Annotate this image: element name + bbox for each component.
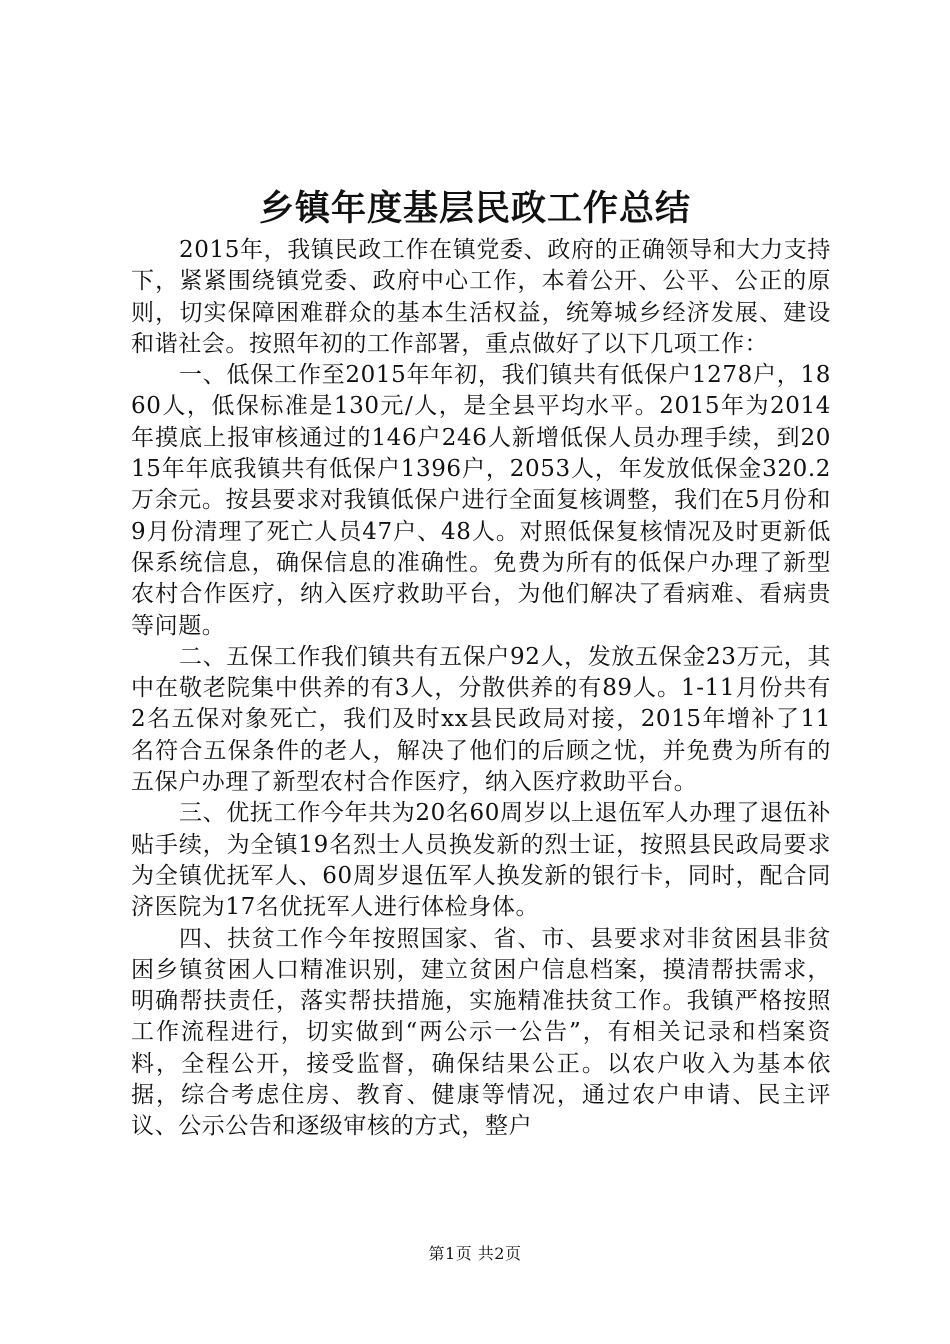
section-veterans-paragraph: 三、优抚工作今年共为20名60周岁以上退伍军人办理了退伍补贴手续，为全镇19名烈士人员换发新的烈士证，按照县民政局要求为全镇优抚军人、60周岁退伍军人换发新的银行卡，同时，配合同济医院为17名优抚军人进行体检身体。	[131, 800, 831, 921]
section-poverty-alleviation-paragraph: 四、扶贫工作今年按照国家、省、市、县要求对非贫困县非贫困乡镇贫困人口精准识别，建立贫困户信息档案，摸清帮扶需求，明确帮扶责任，落实帮扶措施，实施精准扶贫工作。我镇严格按照工作流程进行，切实做到“两公示一公告”，有相关记录和档案资料，全程公开，接受监督，确保结果公正。以农户收入为基本依据，综合考虑住房、教育、健康等情况，通过农户申请、民主评议、公示公告和逐级审核的方式，整户	[131, 925, 831, 1140]
section-low-income-paragraph: 一、低保工作至2015年年初，我们镇共有低保户1278户，1860人，低保标准是130元/人，是全县平均水平。2015年为2014年摸底上报审核通过的146户246人新增低保人员办理手续，到2015年年底我镇共有低保户1396户，2053人，年发放低保金320.2万余元。按县要求对我镇低保户进行全面复核调整，我们在5月份和9月份清理了死亡人员47户、48人。对照低保复核情况及时更新低保系统信息，确保信息的准确性。免费为所有的低保户办理了新型农村合作医疗，纳入医疗救助平台，为他们解决了看病难、看病贵等问题。	[131, 362, 831, 639]
document-body	[131, 235, 831, 1143]
intro-paragraph: 2015年，我镇民政工作在镇党委、政府的正确领导和大力支持下，紧紧围绕镇党委、政府中心工作，本着公开、公平、公正的原则，切实保障困难群众的基本生活权益，统筹城乡经济发展、建设和谐社会。按照年初的工作部署，重点做好了以下几项工作：	[131, 237, 831, 357]
document-title: 乡镇年度基层民政工作总结	[258, 189, 691, 229]
section-five-guarantees-paragraph: 二、五保工作我们镇共有五保户92人，发放五保金23万元，其中在敬老院集中供养的有3人，分散供养的有89人。1-11月份共有2名五保对象死亡，我们及时xx县民政局对接，2015年增补了11名符合五保条件的老人，解决了他们的后顾之忧，并免费为所有的五保户办理了新型农村合作医疗，纳入医疗救助平台。	[131, 643, 831, 796]
page-number-footer: 第1页 共2页	[428, 1244, 522, 1263]
